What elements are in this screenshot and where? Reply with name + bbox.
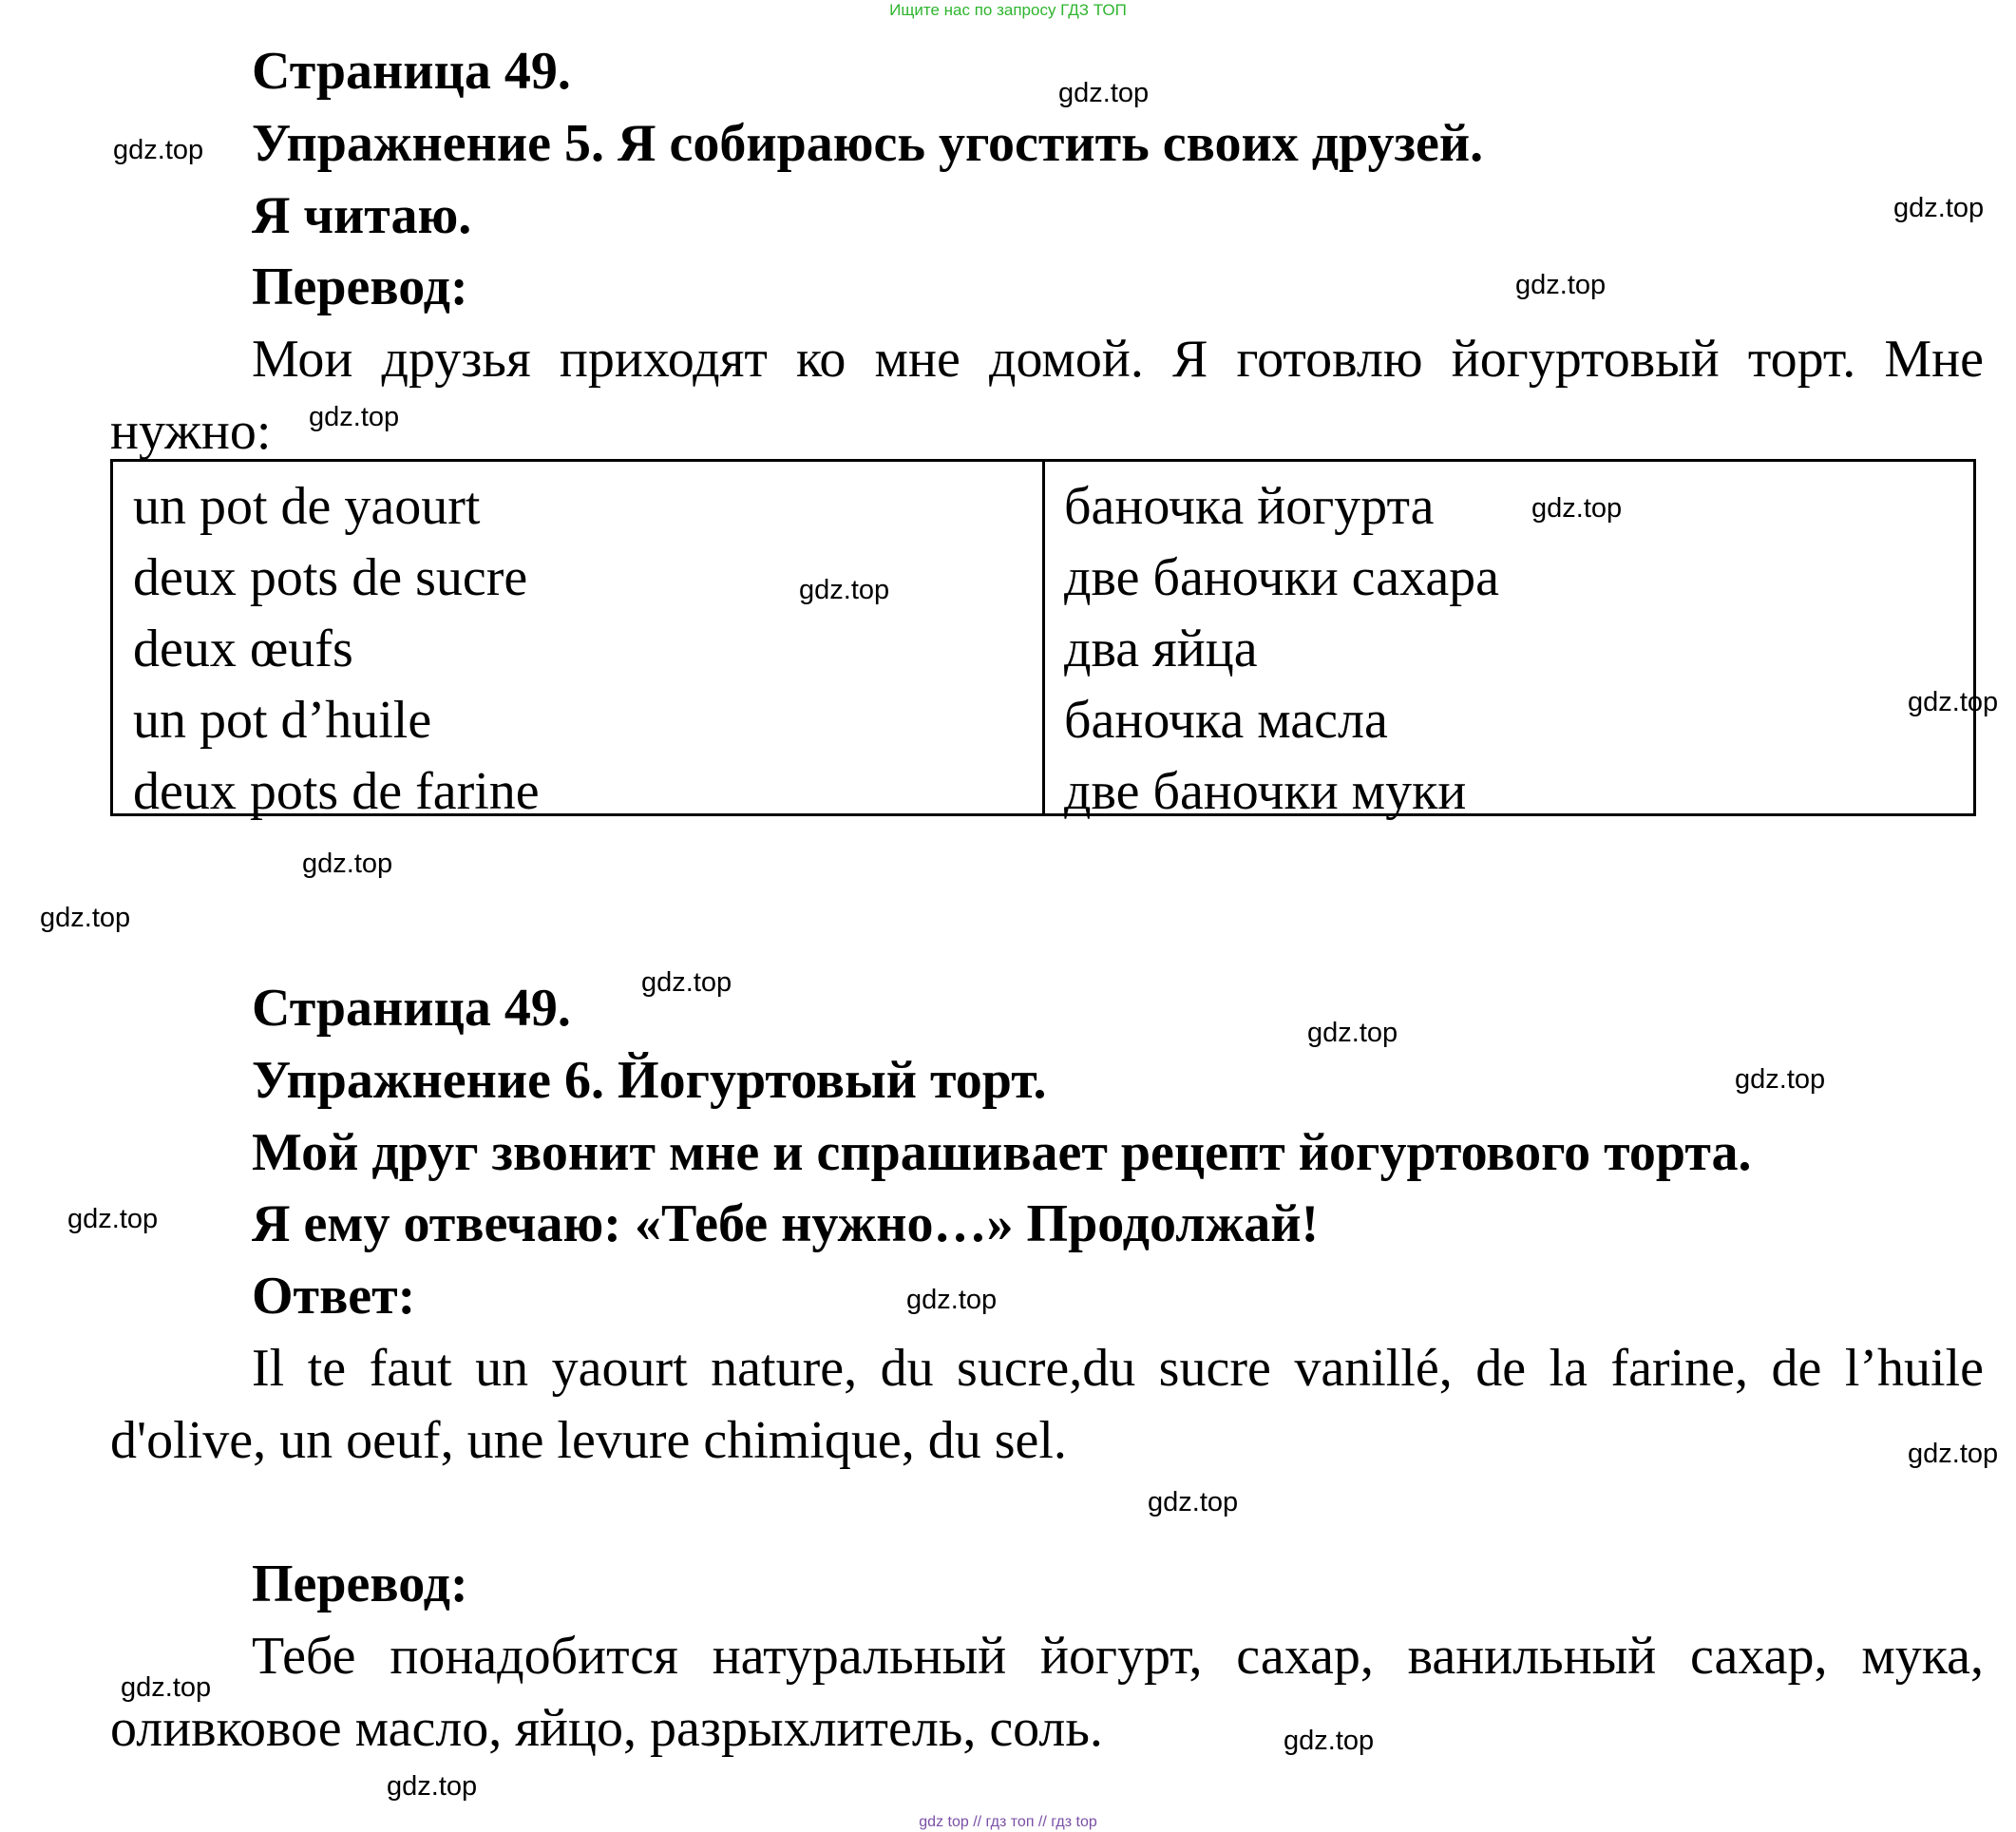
watermark: gdz.top <box>1148 1487 1239 1517</box>
table-cell-ru: баночка йогурта <box>1064 477 1435 536</box>
watermark: gdz.top <box>113 135 204 165</box>
exercise-5-text <box>110 323 1984 468</box>
exercise-6-task-line2: Я ему отвечаю: «Тебе нужно…» Продолжай! <box>252 1194 1320 1253</box>
table-cell-ru: две баночки сахара <box>1064 548 1500 607</box>
exercise-5-subtitle: Я читаю. <box>252 186 472 245</box>
watermark: gdz.top <box>641 967 732 998</box>
answer-text-line1: Il te faut un yaourt nature, du sucre,du sucre vanillé, de la farine, de l’huile <box>252 1339 1984 1398</box>
exercise-6-title: Упражнение 6. Йогуртовый торт. <box>252 1051 1047 1110</box>
ingredients-table <box>110 459 1976 821</box>
watermark: gdz.top <box>309 402 400 432</box>
table-divider <box>1042 462 1045 813</box>
page-label-1: Страница 49. <box>252 42 571 101</box>
answer-text <box>110 1332 1984 1477</box>
watermark: gdz.top <box>121 1672 212 1703</box>
table-cell-fr: deux pots de sucre <box>133 548 528 607</box>
table-cell-fr: deux pots de farine <box>133 762 540 821</box>
table-cell-ru: два яйца <box>1064 620 1258 678</box>
watermark: gdz.top <box>1307 1018 1398 1048</box>
translation-label-2: Перевод: <box>252 1555 468 1613</box>
answer-label: Ответ: <box>252 1267 416 1326</box>
watermark: gdz.top <box>40 903 131 933</box>
translation-text <box>110 1620 1984 1765</box>
watermark: gdz.top <box>906 1285 998 1315</box>
exercise-5-text-line1: Мои друзья приходят ко мне домой. Я готовлю йогуртовый торт. Мне <box>252 330 1984 389</box>
translation-label-1: Перевод: <box>252 258 468 316</box>
french-column <box>133 471 540 828</box>
watermark: gdz.top <box>1735 1064 1826 1095</box>
watermark: gdz.top <box>1908 687 1999 717</box>
watermark: gdz.top <box>1908 1439 1999 1469</box>
watermark: gdz.top <box>799 575 890 605</box>
translation-text-line2: оливковое масло, яйцо, разрыхлитель, соль. <box>110 1699 1103 1758</box>
watermark: gdz.top <box>387 1771 478 1802</box>
exercise-6-task-line1: Мой друг звонит мне и спрашивает рецепт йогуртового торта. <box>252 1123 1752 1182</box>
watermark: gdz.top <box>67 1204 159 1234</box>
watermark: gdz.top <box>1058 78 1150 108</box>
page-label-2: Страница 49. <box>252 979 571 1038</box>
table-cell-ru: две баночки муки <box>1064 762 1467 821</box>
exercise-5-text-line2: нужно: <box>110 402 272 461</box>
watermark: gdz.top <box>1284 1726 1375 1756</box>
translation-text-line1: Тебе понадобится натуральный йогурт, сахар, ванильный сахар, мука, <box>252 1627 1984 1686</box>
table-cell-ru: баночка масла <box>1064 691 1388 750</box>
exercise-5-title: Упражнение 5. Я собираюсь угостить своих друзей. <box>252 114 1484 173</box>
table-cell-fr: un pot de yaourt <box>133 477 481 536</box>
top-search-note: Ищите нас по запросу ГДЗ ТОП <box>889 1 1127 19</box>
watermark: gdz.top <box>302 849 393 879</box>
russian-column <box>1064 471 1499 828</box>
table-cell-fr: deux œufs <box>133 620 353 678</box>
table-cell-fr: un pot d’huile <box>133 691 432 750</box>
answer-text-line2: d'olive, un oeuf, une levure chimique, du sel. <box>110 1411 1067 1470</box>
watermark: gdz.top <box>1531 493 1623 524</box>
watermark: gdz.top <box>1515 270 1607 300</box>
watermark: gdz.top <box>1893 193 1985 223</box>
bottom-footer-note: gdz top // гдз топ // гдз top <box>919 1814 1097 1830</box>
